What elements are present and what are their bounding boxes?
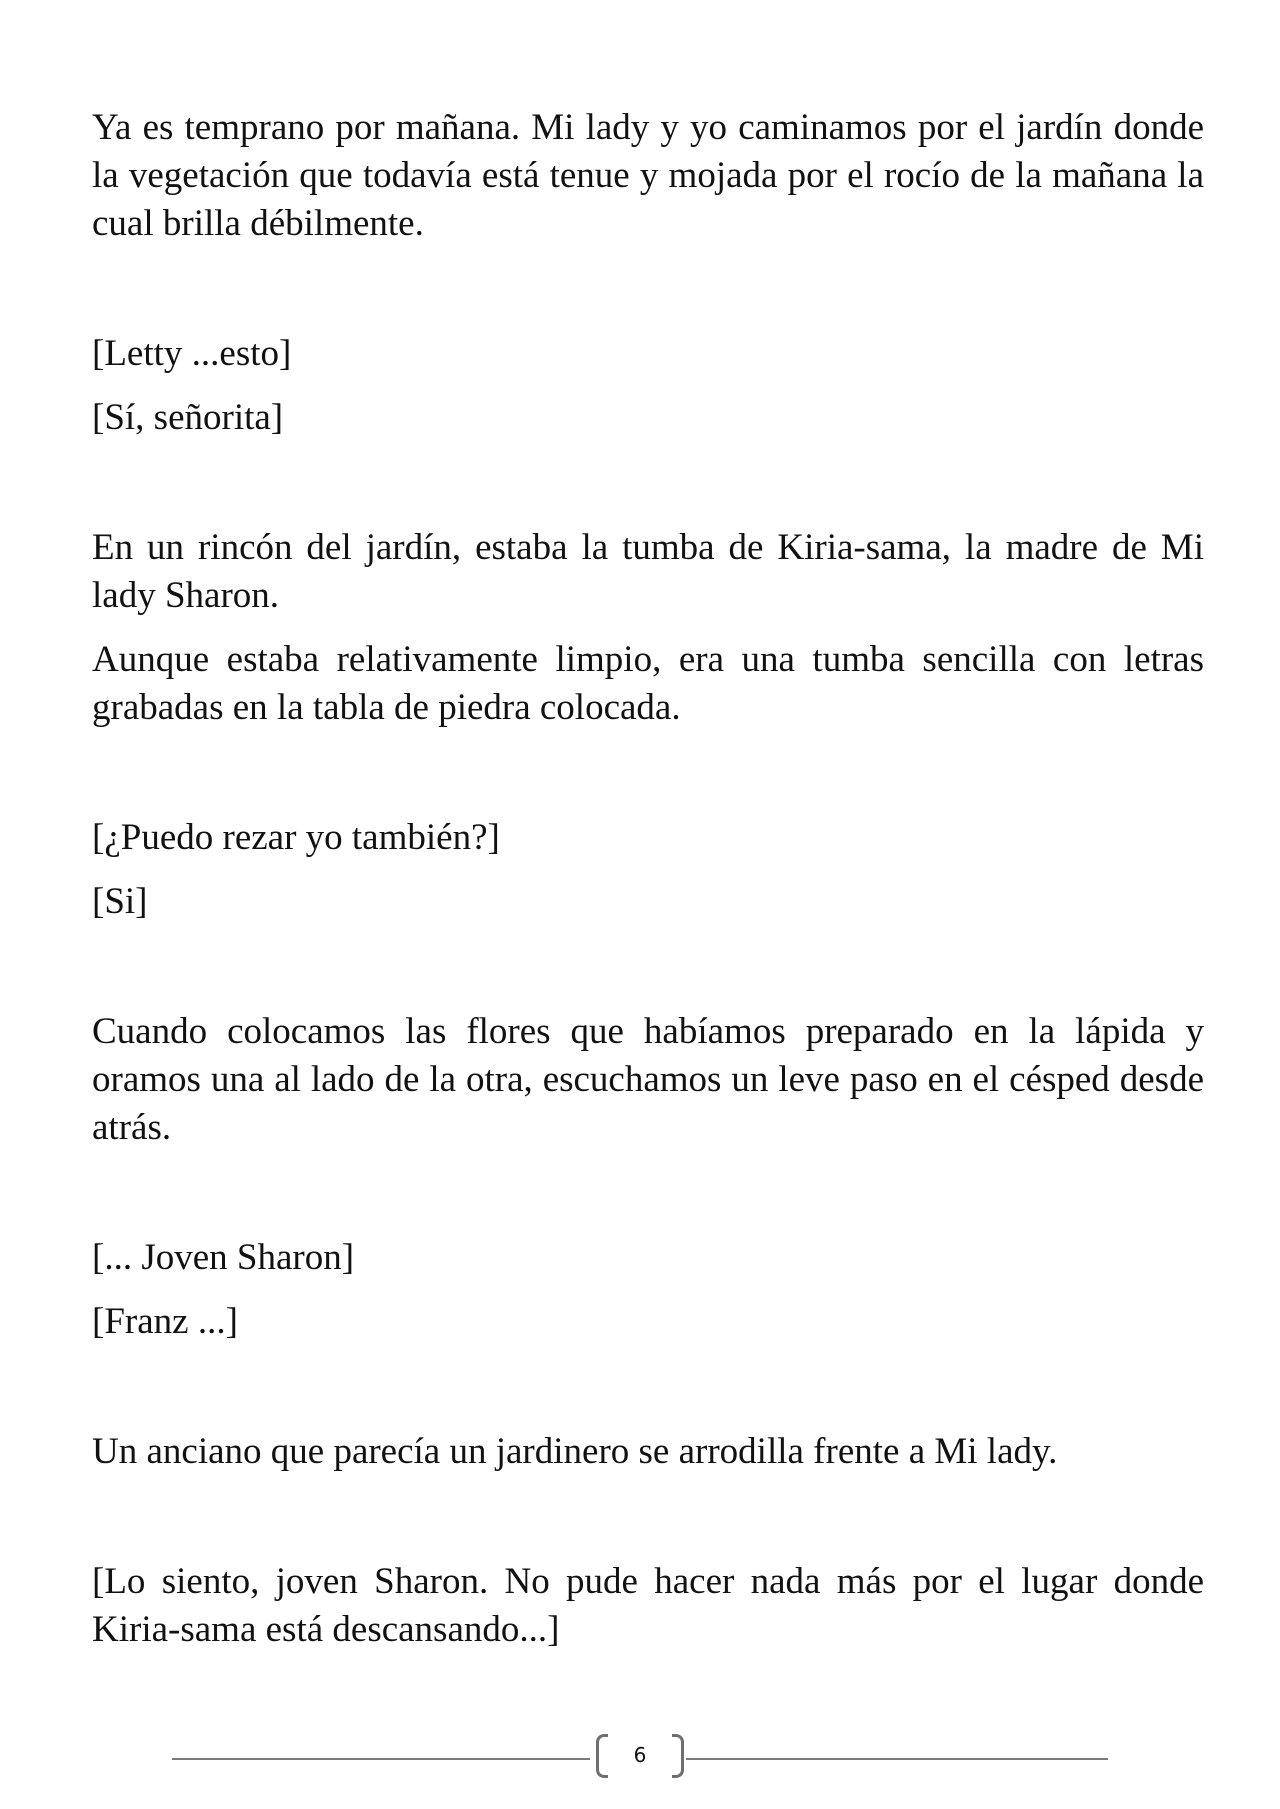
dialogue-franz: [Franz ...] xyxy=(92,1301,238,1342)
page-footer xyxy=(172,1734,1108,1784)
dialogue-joven-sharon: [... Joven Sharon] xyxy=(92,1237,355,1278)
spacer xyxy=(92,1346,1204,1428)
paragraph-flowers-prayer: Cuando colocamos las flores que habíamos preparado en la lápida y oramos una al lado de la otra, escuchamos un leve paso en el césped desde atrás. xyxy=(92,1011,1204,1148)
dialogue-lo-siento: [Lo siento, joven Sharon. No pude hacer nada más por el lugar donde Kiria-sama está descansando...] xyxy=(92,1561,1204,1650)
paragraph-morning-garden: Ya es temprano por mañana. Mi lady y yo caminamos por el jardín donde la vegetación que todavía está tenue y mojada por el rocío de la mañana la cual brilla débilmente. xyxy=(92,107,1204,244)
spacer xyxy=(92,1476,1204,1558)
page-body xyxy=(92,104,1204,1654)
spacer xyxy=(92,378,1204,394)
spacer xyxy=(92,732,1204,814)
spacer xyxy=(92,1152,1204,1234)
footer-bracket-right xyxy=(672,1734,684,1778)
spacer xyxy=(92,1282,1204,1298)
page-number: 6 xyxy=(633,1743,647,1767)
footer-rule-left xyxy=(172,1758,590,1760)
footer-rule-right xyxy=(686,1758,1108,1760)
dialogue-si-senorita: [Sí, señorita] xyxy=(92,397,284,438)
dialogue-puedo-rezar: [¿Puedo rezar yo también?] xyxy=(92,817,500,858)
spacer xyxy=(92,862,1204,878)
paragraph-simple-tomb: Aunque estaba relativamente limpio, era una tumba sencilla con letras grabadas en la tabla de piedra colocada. xyxy=(92,639,1204,728)
paragraph-gardener-kneels: Un anciano que parecía un jardinero se arrodilla frente a Mi lady. xyxy=(92,1431,1058,1472)
spacer xyxy=(92,248,1204,330)
spacer xyxy=(92,442,1204,524)
spacer xyxy=(92,926,1204,1008)
footer-bracket-left xyxy=(596,1734,608,1778)
spacer xyxy=(92,620,1204,636)
dialogue-si: [Si] xyxy=(92,881,148,922)
paragraph-kiria-tomb: En un rincón del jardín, estaba la tumba de Kiria-sama, la madre de Mi lady Sharon. xyxy=(92,527,1204,616)
dialogue-letty: [Letty ...esto] xyxy=(92,333,292,374)
